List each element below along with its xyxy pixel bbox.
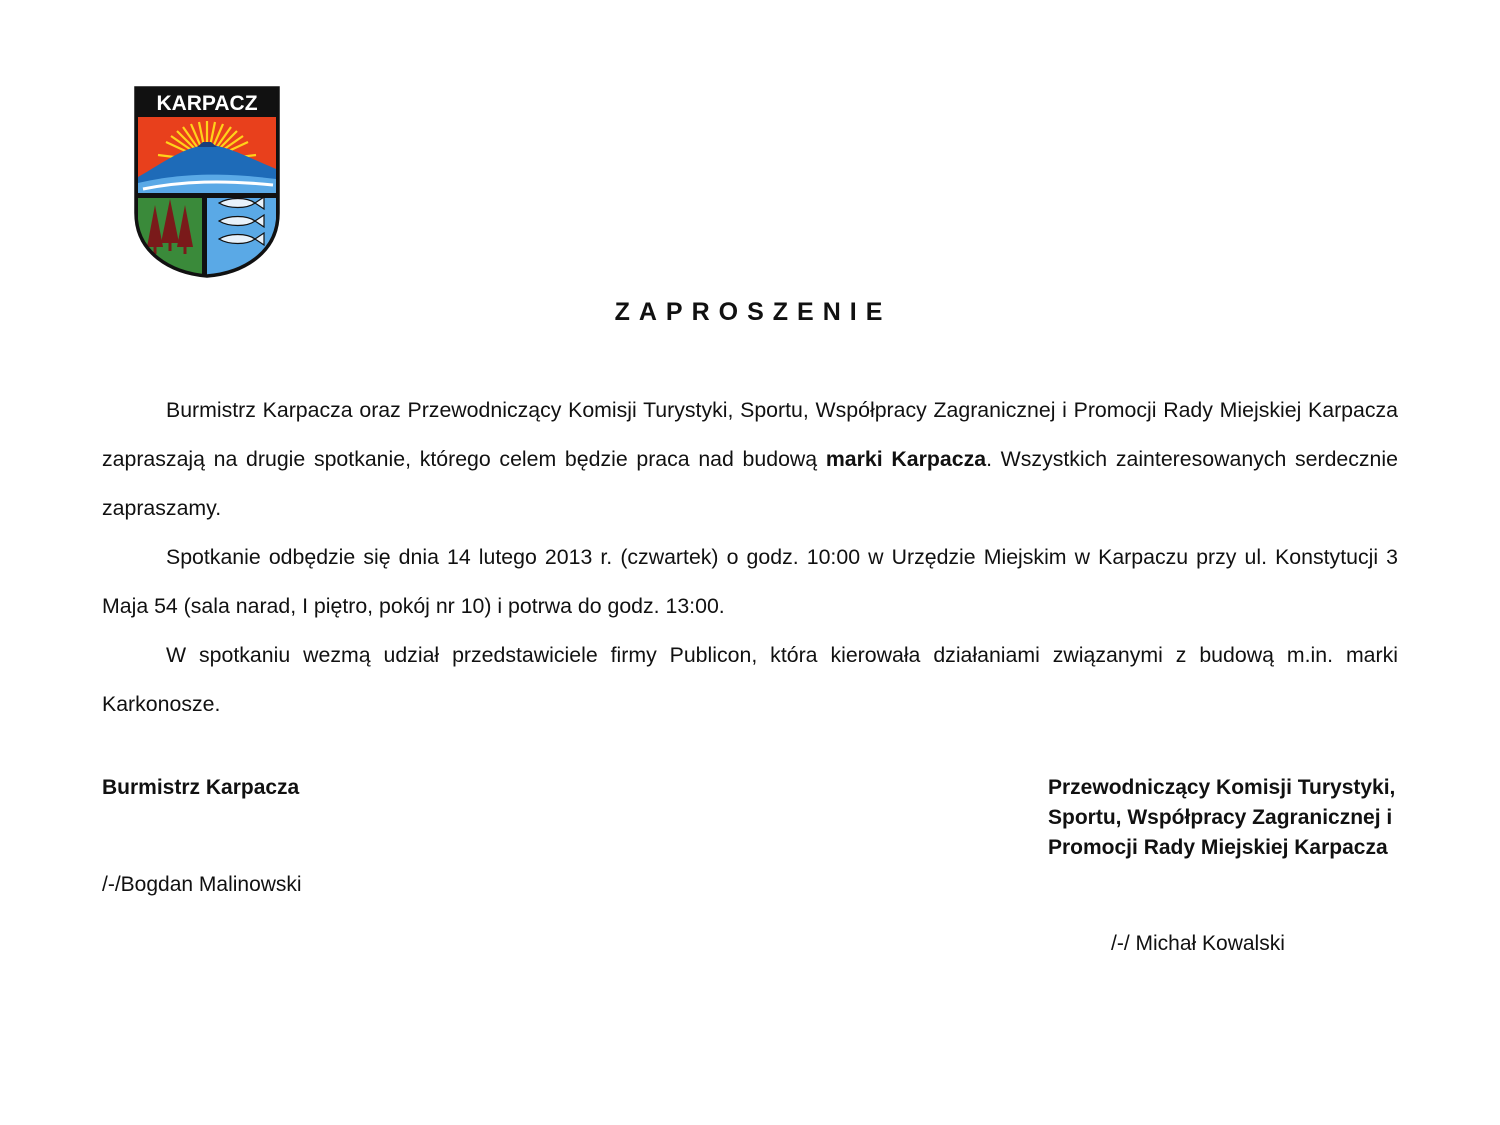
crest-label: KARPACZ: [156, 92, 258, 115]
karpacz-coat-of-arms: [133, 85, 281, 278]
paragraph-invitation: [102, 386, 1398, 533]
paragraph1-text-a: Burmistrz Karpacza oraz Przewodniczący Komisji Turystyki, Sportu, Współpracy Zagranicznej i Promocji Rady Miejskiej Karpacza zapraszają na drugie spotkanie, którego celem będzie praca nad budową: [102, 398, 1398, 471]
paragraph1-bold-text: marki Karpacza: [825, 447, 987, 471]
signature-left-name: /-/Bogdan Malinowski: [102, 873, 302, 896]
signature-right-title-line: Promocji Rady Miejskiej Karpacza: [1048, 836, 1388, 859]
paragraph-participants: W spotkaniu wezmą udział przedstawiciele firmy Publicon, która kierowała działaniami związanymi z budową m.in. marki Karkonosze.: [102, 643, 1398, 716]
document-title: ZAPROSZENIE: [614, 298, 892, 326]
document-body: [102, 386, 1398, 729]
signature-right-title: [1048, 773, 1408, 863]
paragraph-meeting-details: Spotkanie odbędzie się dnia 14 lutego 2013 r. (czwartek) o godz. 10:00 w Urzędzie Miejskim w Karpaczu przy ul. Konstytucji 3 Maja 54 (sala narad, I piętro, pokój nr 10) i potrwa do godz. 13:00.: [102, 545, 1398, 618]
signature-left-title: Burmistrz Karpacza: [102, 776, 300, 799]
fish: [219, 197, 264, 245]
signature-right-name: /-/ Michał Kowalski: [1111, 932, 1285, 955]
signature-right-title-line: Przewodniczący Komisji Turystyki,: [1048, 776, 1396, 799]
signature-right-title-line: Sportu, Współpracy Zagranicznej i: [1048, 806, 1393, 829]
paragraph1-text-b: . Wszystkich zainteresowanych serdecznie zapraszamy.: [102, 447, 1398, 520]
